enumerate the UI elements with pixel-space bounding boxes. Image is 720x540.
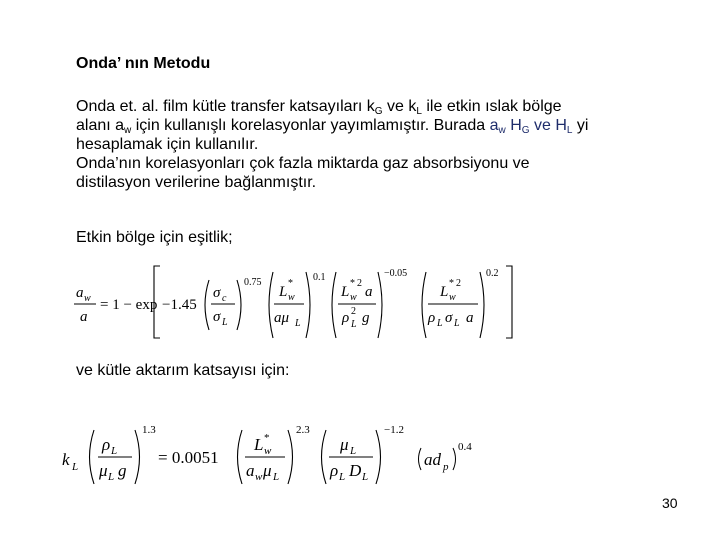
equation-effective-area xyxy=(70,258,530,346)
eq2-t2-den-sub: w xyxy=(255,471,263,483)
eq2-t3-den-mid: D xyxy=(349,461,362,480)
eq1-t2-den-sub: L xyxy=(295,318,301,329)
subscript: L xyxy=(416,106,422,117)
eq1-t3-den: ρ xyxy=(342,310,350,326)
eq1-lhs-den: a xyxy=(80,309,88,325)
eq2-t1-rparen xyxy=(135,430,140,484)
eq2-t4-base-sub: p xyxy=(443,461,449,473)
paragraph-line-1 xyxy=(76,97,696,116)
label-effective-area: Etkin bölge için eşitlik; xyxy=(76,229,233,246)
eq1-t4-den-sub: L xyxy=(437,318,443,329)
eq2-lhs: k xyxy=(62,450,70,469)
eq2-t2-den-mid: μ xyxy=(263,461,272,480)
eq2-t4-exp: 0.4 xyxy=(458,441,472,453)
eq2-t4-base: ad xyxy=(424,450,441,469)
eq1-t2-lparen xyxy=(269,272,273,338)
text-run: ve k xyxy=(382,98,417,115)
eq2-t3-num: μ xyxy=(340,435,349,454)
eq1-lhs-num-sub: w xyxy=(84,293,91,304)
subscript: G xyxy=(374,106,383,117)
eq1-t2-num-sub: w xyxy=(288,292,295,303)
eq2-t2-num: L xyxy=(254,435,264,454)
eq1-t3-num-star: * xyxy=(350,278,355,289)
eq2-t1-den: μ xyxy=(99,461,108,480)
eq1-t4-rparen xyxy=(480,272,484,338)
eq1-t3-den-sup: 2 xyxy=(351,306,356,317)
eq1-t4-den-tail: a xyxy=(466,310,474,326)
eq1-t4-den-sub2: L xyxy=(454,318,460,329)
eq1-t2-den: aμ xyxy=(274,310,290,326)
subscript: L xyxy=(566,125,573,136)
paragraph-line-2 xyxy=(76,116,696,135)
eq1-t3-num-tail: a xyxy=(365,284,373,300)
eq1-t1-lparen xyxy=(205,280,209,330)
eq2-t4-rparen xyxy=(453,448,456,470)
eq1-t4-den: ρ xyxy=(428,310,436,326)
eq2-equals-coef: = 0.0051 xyxy=(158,448,219,467)
eq2-t3-exp: −1.2 xyxy=(384,424,404,436)
text-run: ve H xyxy=(529,117,567,134)
eq1-t2-exp: 0.1 xyxy=(313,272,326,283)
eq2-t3-lparen xyxy=(322,430,327,484)
eq1-t3-num: L xyxy=(341,284,350,300)
eq2-t1-lparen xyxy=(90,430,95,484)
text-run: alanı a xyxy=(76,117,125,134)
paragraph-line-4: Onda’nın korelasyonları çok fazla miktarda gaz absorbsiyonu ve xyxy=(76,155,530,172)
eq2-t2-den-sub2: L xyxy=(273,471,280,483)
eq1-t4-num-sup: 2 xyxy=(456,278,461,289)
eq2-t1-num: ρ xyxy=(102,435,111,454)
slide-title: Onda’ nın Metodu xyxy=(76,55,211,72)
eq2-t3-rparen xyxy=(376,430,381,484)
subscript: G xyxy=(521,125,530,136)
subscript: w xyxy=(124,125,132,136)
subscript: w xyxy=(498,125,506,136)
eq2-t2-num-star: * xyxy=(264,432,270,444)
eq2-t1-den-sub: L xyxy=(108,471,115,483)
eq2-t2-exp: 2.3 xyxy=(296,424,310,436)
eq2-t2-num-sub: w xyxy=(264,445,272,457)
eq1-t1-den: σ xyxy=(213,309,221,325)
eq1-t3-num-sub: w xyxy=(350,292,357,303)
eq1-t4-num-sub: w xyxy=(449,292,456,303)
accent-run xyxy=(490,117,573,134)
eq1-t4-exp: 0.2 xyxy=(486,268,499,279)
eq1-t3-exp: −0.05 xyxy=(384,268,408,279)
eq1-t3-lparen xyxy=(332,272,336,338)
eq2-t3-den: ρ xyxy=(330,461,339,480)
eq1-t2-num: L xyxy=(279,284,288,300)
eq2-t1-den-tail: g xyxy=(118,461,127,480)
eq1-t2-rparen xyxy=(306,272,310,338)
eq1-t3-den-tail: g xyxy=(362,310,370,326)
eq2-t2-rparen xyxy=(288,430,293,484)
eq2-t3-den-sub: L xyxy=(339,471,346,483)
text-run: Onda et. al. film kütle transfer katsayıları k xyxy=(76,98,375,115)
eq2-lhs-sub: L xyxy=(72,461,79,473)
eq2-t3-den-sub2: L xyxy=(362,471,369,483)
intro-paragraph xyxy=(76,97,696,192)
eq1-t1-rparen xyxy=(237,280,241,330)
eq1-equals-exp: = 1 − exp xyxy=(100,297,158,313)
eq2-t2-den: a xyxy=(246,461,255,480)
text-run: için kullanışlı korelasyonlar yayımlamıştır. Burada xyxy=(131,117,490,134)
text-run: yi xyxy=(572,117,589,134)
eq1-t4-den-mid: σ xyxy=(445,310,453,326)
eq1-t4-num-star: * xyxy=(449,278,454,289)
eq2-t1-num-sub: L xyxy=(111,445,118,457)
eq1-t1-num: σ xyxy=(213,285,221,301)
eq1-t1-num-sub: c xyxy=(222,293,227,304)
eq1-lhs-num: a xyxy=(76,285,84,301)
eq2-t1-exp: 1.3 xyxy=(142,424,156,436)
eq1-t3-rparen xyxy=(378,272,382,338)
equation-mass-transfer xyxy=(58,420,498,496)
eq1-t1-exp: 0.75 xyxy=(244,277,262,288)
eq2-t3-num-sub: L xyxy=(350,445,357,457)
eq1-t2-num-star: * xyxy=(288,278,293,289)
eq1-t3-den-sub: L xyxy=(351,319,357,330)
eq1-t4-lparen xyxy=(422,272,426,338)
eq1-right-bracket xyxy=(506,266,512,338)
eq2-t2-lparen xyxy=(238,430,243,484)
paragraph-line-3: hesaplamak için kullanılır. xyxy=(76,136,259,153)
paragraph-line-5: distilasyon verilerine bağlanmıştır. xyxy=(76,174,317,191)
eq1-t1-den-sub: L xyxy=(222,317,228,328)
eq1-t3-num-sup: 2 xyxy=(357,278,362,289)
text-run: H xyxy=(505,117,522,134)
label-mass-transfer: ve kütle aktarım katsayısı için: xyxy=(76,362,290,379)
text-run: a xyxy=(489,117,499,134)
eq2-t4-lparen xyxy=(419,448,422,470)
eq1-t4-num: L xyxy=(440,284,449,300)
text-run: ile etkin ıslak bölge xyxy=(421,98,562,115)
page-number: 30 xyxy=(662,495,678,511)
eq1-coefficient: −1.45 xyxy=(162,297,197,313)
